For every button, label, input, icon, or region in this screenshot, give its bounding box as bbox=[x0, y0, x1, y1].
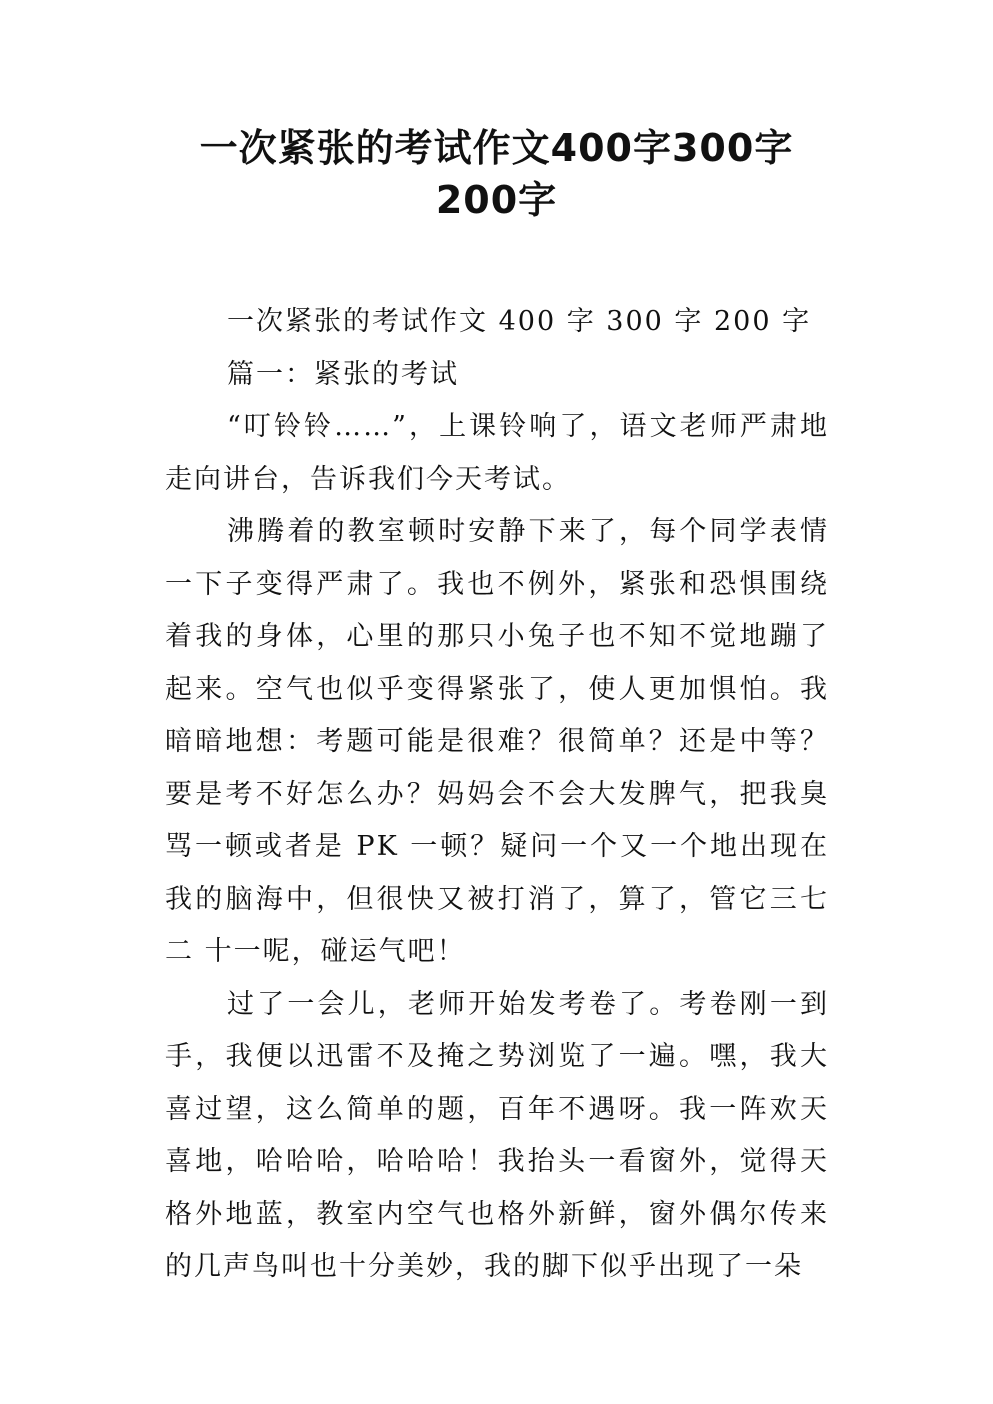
paragraph: 过了一会儿，老师开始发考卷了。考卷刚一到手，我便以迅雷不及掩之势浏览了一遍。嘿，我大喜过望，这么简单的题，百年不遇呀。我一阵欢天喜地，哈哈哈，哈哈哈！我抬头一看窗外，觉得天格外地蓝，教室内空气也格外新鲜，窗外偶尔传来的几声鸟叫也十分美妙，我的脚下似乎出现了一朵 bbox=[165, 988, 829, 1282]
document-body bbox=[165, 296, 829, 1294]
section-heading: 篇一：紧张的考试 bbox=[227, 358, 459, 390]
paragraph: 沸腾着的教室顿时安静下来了，每个同学表情一下子变得严肃了。我也不例外，紧张和恐惧围绕着我的身体，心里的那只小兔子也不知不觉地蹦了起来。空气也似乎变得紧张了，使人更加惧怕。我暗暗地想：考题可能是很难？很简单？还是中等？要是考不好怎么办？妈妈会不会大发脾气，把我臭骂一顿或者是 PK 一顿？疑问一个又一个地出现在我的脑海中，但很快又被打消了，算了，管它三七二 十一呢，碰运气吧！ bbox=[165, 516, 829, 967]
title-line-2: 200字 bbox=[435, 178, 558, 222]
document-title bbox=[0, 122, 993, 226]
paragraph: “叮铃铃……”，上课铃响了，语文老师严肃地走向讲台，告诉我们今天考试。 bbox=[165, 411, 829, 495]
subtitle: 一次紧张的考试作文 400 字 300 字 200 字 bbox=[227, 306, 812, 337]
title-line-1: 一次紧张的考试作文400字300字 bbox=[199, 126, 794, 170]
